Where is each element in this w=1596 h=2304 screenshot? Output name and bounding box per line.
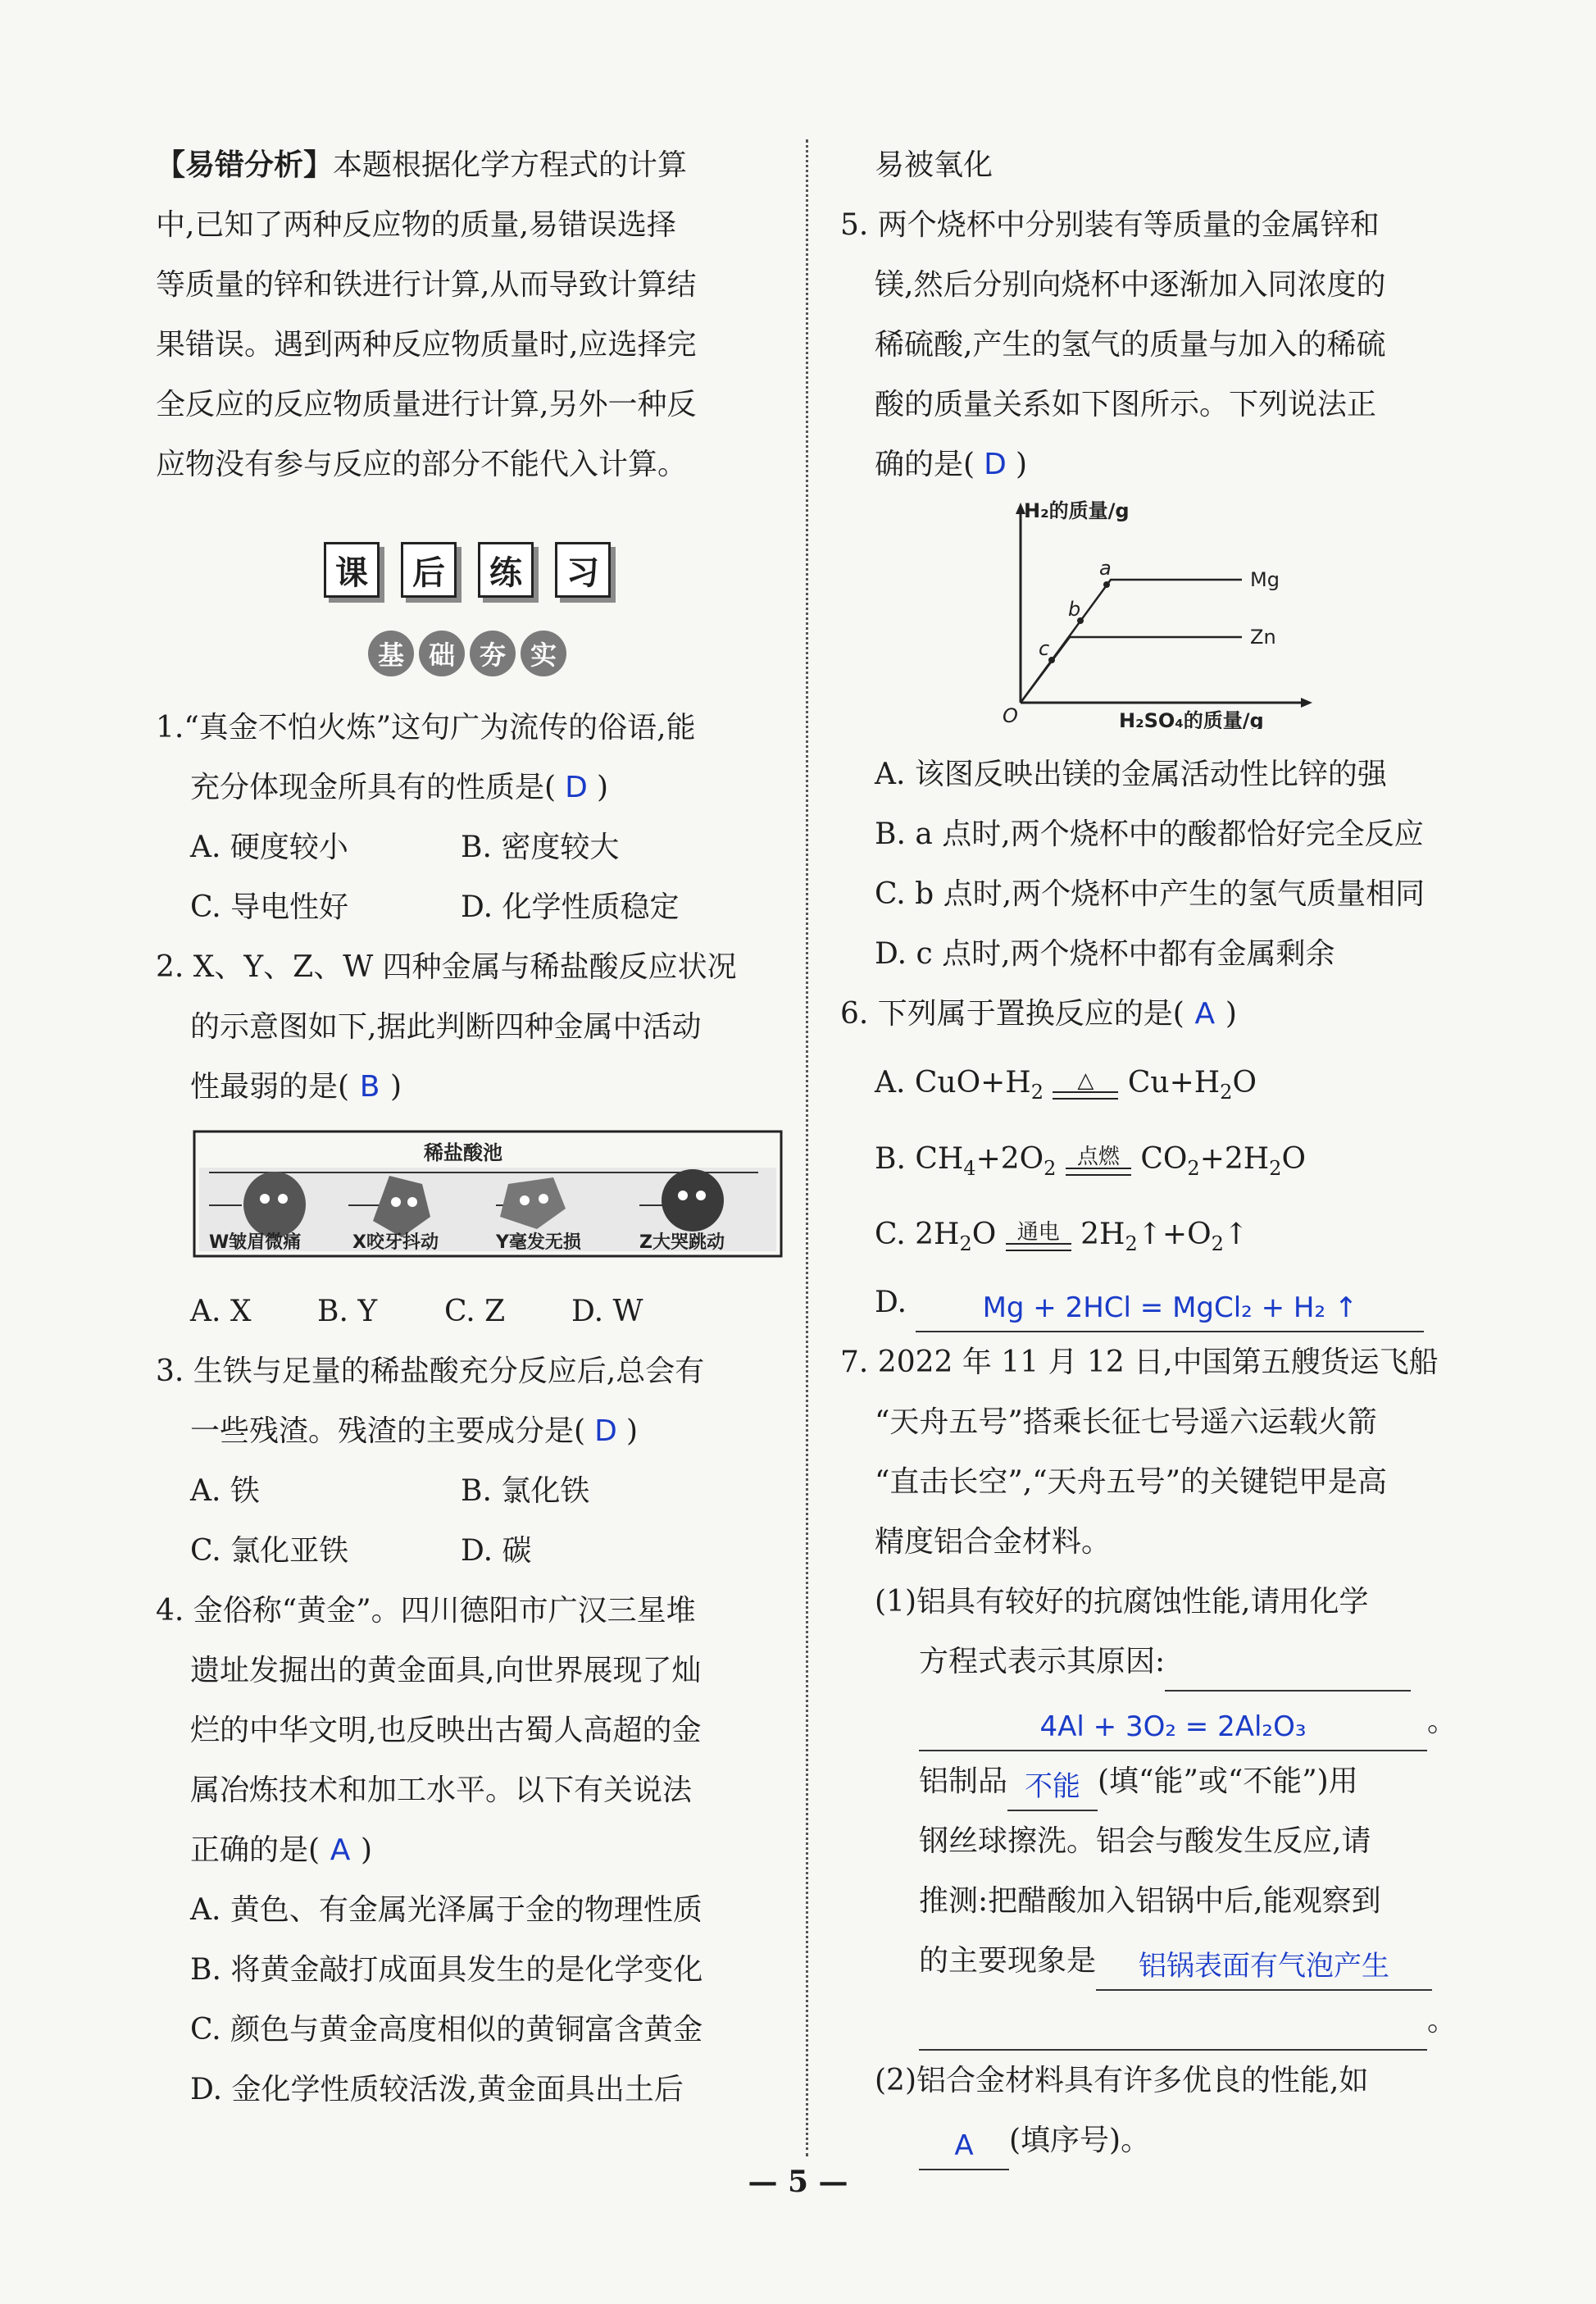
answer-blank: Mg + 2HCl = MgCl₂ + H₂ ↑ bbox=[916, 1285, 1424, 1332]
metal-z-figure bbox=[662, 1169, 724, 1232]
paren-close: ) bbox=[361, 1833, 373, 1867]
error-analysis bbox=[156, 135, 779, 494]
hydrogen-mass-graph bbox=[963, 499, 1316, 729]
option: A. 铁 bbox=[190, 1474, 260, 1508]
option: C. b 点时,两个烧杯中产生的氢气质量相同 bbox=[875, 877, 1425, 911]
question-line: 的示意图如下,据此判断四种金属中活动 bbox=[190, 1010, 702, 1044]
paren-close: ) bbox=[390, 1070, 402, 1104]
reaction-arrow: 通电 bbox=[1006, 1222, 1071, 1251]
subsection-title-char: 础 bbox=[419, 631, 465, 676]
part-2-text: (填序号)。 bbox=[1009, 2124, 1151, 2157]
question-5 bbox=[840, 195, 1463, 984]
section-title-char: 课 bbox=[324, 542, 380, 598]
subsection-title-char: 实 bbox=[521, 631, 566, 676]
part-1-text: (填“能”或“不能”)用 bbox=[1098, 1764, 1358, 1798]
option-d-equation: D. Mg + 2HCl = MgCl₂ + H₂ ↑ bbox=[840, 1273, 1463, 1332]
option: C. 颜色与黄金高度相似的黄铜富含黄金 bbox=[190, 2013, 703, 2047]
question-line: 一些残渣。残渣的主要成分是( bbox=[190, 1414, 586, 1448]
section-title bbox=[156, 542, 779, 598]
question-line: 确的是( bbox=[875, 448, 975, 481]
option: A. X bbox=[190, 1295, 252, 1328]
answer: D bbox=[594, 1414, 617, 1448]
series-label: Mg bbox=[1250, 568, 1280, 591]
question-line: 烂的中华文明,也反映出古蜀人高超的金 bbox=[190, 1714, 702, 1747]
answer-blank: 不能 bbox=[1007, 1764, 1098, 1811]
answer-blank: A bbox=[919, 2123, 1009, 2170]
question-line: 属冶炼技术和加工水平。以下有关说法 bbox=[190, 1774, 693, 1807]
answer-blank: 4Al + 3O₂ = 2Al₂O₃ bbox=[919, 1704, 1427, 1751]
part-1-line: 钢丝球擦洗。铝会与酸发生反应,请 bbox=[919, 1824, 1371, 1858]
option: C. Z bbox=[444, 1295, 506, 1328]
analysis-line: 果错误。遇到两种反应物质量时,应选择完 bbox=[156, 328, 697, 362]
section-title-char: 后 bbox=[401, 542, 457, 598]
option: A. 硬度较小 bbox=[190, 831, 348, 864]
period: 。 bbox=[1427, 2004, 1457, 2038]
question-line: 1.“真金不怕火炼”这句广为流传的俗语,能 bbox=[156, 711, 696, 744]
section-title-char: 练 bbox=[478, 542, 534, 598]
question-line: 精度铝合金材料。 bbox=[875, 1525, 1112, 1559]
metal-w-figure bbox=[243, 1172, 306, 1237]
reaction-arrow: △ bbox=[1053, 1070, 1118, 1100]
question-1 bbox=[156, 698, 779, 937]
option: D. c 点时,两个烧杯中都有金属剩余 bbox=[875, 937, 1335, 971]
part-1-line: (1)铝具有较好的抗腐蚀性能,请用化学 bbox=[875, 1585, 1369, 1619]
paren-close: ) bbox=[597, 771, 609, 804]
paren-close: ) bbox=[1225, 997, 1237, 1031]
question-line: 正确的是( bbox=[190, 1833, 321, 1867]
question-3 bbox=[156, 1341, 779, 1581]
answer: D bbox=[984, 448, 1007, 481]
option: D. 化学性质稳定 bbox=[461, 890, 680, 924]
subsection-title bbox=[156, 631, 779, 676]
question-line: 稀硫酸,产生的氢气的质量与加入的稀硫 bbox=[875, 328, 1386, 362]
question-4 bbox=[156, 1581, 779, 2120]
part-1-text: 的主要现象是 bbox=[919, 1944, 1097, 1978]
metals-reaction-figure bbox=[193, 1127, 783, 1258]
part-2-line: (2)铝合金材料具有许多优良的性能,如 bbox=[875, 2064, 1369, 2097]
option: B. 将黄金敲打成面具发生的是化学变化 bbox=[190, 1953, 703, 1987]
page-number: — 5 — bbox=[748, 2165, 848, 2199]
option: C. 导电性好 bbox=[190, 890, 349, 924]
right-column bbox=[840, 135, 1463, 2170]
answer: A bbox=[330, 1833, 351, 1867]
metal-label: X咬牙抖动 bbox=[352, 1232, 439, 1253]
option: D. 碳 bbox=[461, 1534, 532, 1568]
question-2 bbox=[156, 937, 779, 1341]
left-column bbox=[156, 135, 779, 2120]
question-line: 遗址发掘出的黄金面具,向世界展现了灿 bbox=[190, 1654, 702, 1687]
question-line: 6. 下列属于置换反应的是( bbox=[840, 997, 1184, 1031]
question-line: “直击长空”,“天舟五号”的关键铠甲是高 bbox=[875, 1465, 1388, 1499]
option: B. a 点时,两个烧杯中的酸都恰好完全反应 bbox=[875, 817, 1424, 851]
question-line: 5. 两个烧杯中分别装有等质量的金属锌和 bbox=[840, 208, 1380, 242]
part-1-text: 铝制品 bbox=[919, 1764, 1008, 1798]
pool-label: 稀盐酸池 bbox=[424, 1141, 502, 1164]
question-line: 镁,然后分别向烧杯中逐渐加入同浓度的 bbox=[875, 268, 1386, 302]
column-divider bbox=[806, 139, 808, 2156]
y-axis-label: H₂的质量/g bbox=[1024, 499, 1130, 522]
subsection-title-char: 基 bbox=[368, 631, 414, 676]
option-continuation: 易被氧化 bbox=[875, 148, 994, 182]
part-1-line: 方程式表示其原因: bbox=[919, 1645, 1166, 1678]
point-label: b bbox=[1068, 598, 1081, 621]
metal-label: W皱眉微痛 bbox=[209, 1232, 302, 1253]
question-line: 酸的质量关系如下图所示。下列说法正 bbox=[875, 388, 1377, 421]
analysis-line: 中,已知了两种反应物的质量,易错误选择 bbox=[156, 208, 676, 242]
period: 。 bbox=[1427, 1705, 1457, 1738]
reaction-arrow: 点燃 bbox=[1066, 1146, 1131, 1176]
point-label: a bbox=[1099, 557, 1112, 580]
section-title-char: 习 bbox=[555, 542, 611, 598]
option: D. W bbox=[571, 1295, 643, 1328]
series-label: Zn bbox=[1250, 626, 1276, 649]
analysis-line: 等质量的锌和铁进行计算,从而导致计算结 bbox=[156, 268, 697, 302]
paren-close: ) bbox=[1016, 448, 1028, 481]
metal-label: Z大哭跳动 bbox=[639, 1232, 725, 1253]
question-6 bbox=[840, 984, 1463, 1332]
x-axis-label: H₂SO₄的质量/g bbox=[1119, 709, 1264, 729]
question-line: 性最弱的是( bbox=[190, 1070, 350, 1104]
option-b-equation: B. $CH_4+2O_2$ 点燃 $CO_2+2H_2O$ bbox=[875, 1142, 1306, 1181]
option-c-equation: C. $2H_2O$ 通电 $2H_2↑+O_2↑$ bbox=[875, 1218, 1249, 1256]
option: D. 金化学性质较活泼,黄金面具出土后 bbox=[190, 2073, 684, 2106]
analysis-line: 本题根据化学方程式的计算 bbox=[333, 148, 688, 182]
subsection-title-char: 夯 bbox=[470, 631, 516, 676]
question-line: 3. 生铁与足量的稀盐酸充分反应后,总会有 bbox=[156, 1355, 705, 1388]
zn-series-line bbox=[1021, 637, 1242, 703]
part-1-line: 推测:把醋酸加入铝锅中后,能观察到 bbox=[919, 1884, 1381, 1918]
option: C. 氯化亚铁 bbox=[190, 1534, 349, 1568]
question-7 bbox=[840, 1332, 1463, 2170]
option: B. 氯化铁 bbox=[461, 1474, 590, 1508]
point-a bbox=[1103, 581, 1110, 588]
x-axis-arrow bbox=[1301, 698, 1312, 708]
mg-series-line bbox=[1021, 580, 1242, 703]
option: B. 密度较大 bbox=[461, 831, 620, 864]
question-line: 2. X、Y、Z、W 四种金属与稀盐酸反应状况 bbox=[156, 950, 737, 984]
paren-close: ) bbox=[626, 1414, 639, 1448]
answer: A bbox=[1194, 997, 1216, 1031]
question-line: 7. 2022 年 11 月 12 日,中国第五艘货运飞船 bbox=[840, 1346, 1439, 1379]
answer: D bbox=[565, 771, 588, 804]
question-line: 4. 金俗称“黄金”。四川德阳市广汉三星堆 bbox=[156, 1594, 696, 1628]
analysis-line: 应物没有参与反应的部分不能代入计算。 bbox=[156, 448, 688, 481]
option: B. Y bbox=[317, 1295, 378, 1328]
origin-label: O bbox=[1003, 704, 1018, 727]
analysis-line: 全反应的反应物质量进行计算,另外一种反 bbox=[156, 388, 697, 421]
metal-label: Y毫发无损 bbox=[496, 1232, 581, 1253]
option: A. 黄色、有金属光泽属于金的物理性质 bbox=[190, 1893, 703, 1927]
answer: B bbox=[359, 1070, 380, 1104]
option: A. 该图反映出镁的金属活动性比锌的强 bbox=[875, 758, 1387, 791]
option-a-equation: A. $CuO+H_2$ △ $Cu+H_2O$ bbox=[875, 1066, 1257, 1104]
blank-line bbox=[919, 2003, 1427, 2051]
blank-line bbox=[1165, 1644, 1411, 1692]
answer-blank: 铝锅表面有气泡产生 bbox=[1096, 1943, 1432, 1991]
question-line: 充分体现金所具有的性质是( bbox=[190, 771, 557, 804]
point-label: c bbox=[1039, 637, 1050, 660]
question-line: “天舟五号”搭乘长征七号遥六运载火箭 bbox=[875, 1405, 1377, 1439]
analysis-tag: 【易错分析】 bbox=[156, 148, 334, 182]
